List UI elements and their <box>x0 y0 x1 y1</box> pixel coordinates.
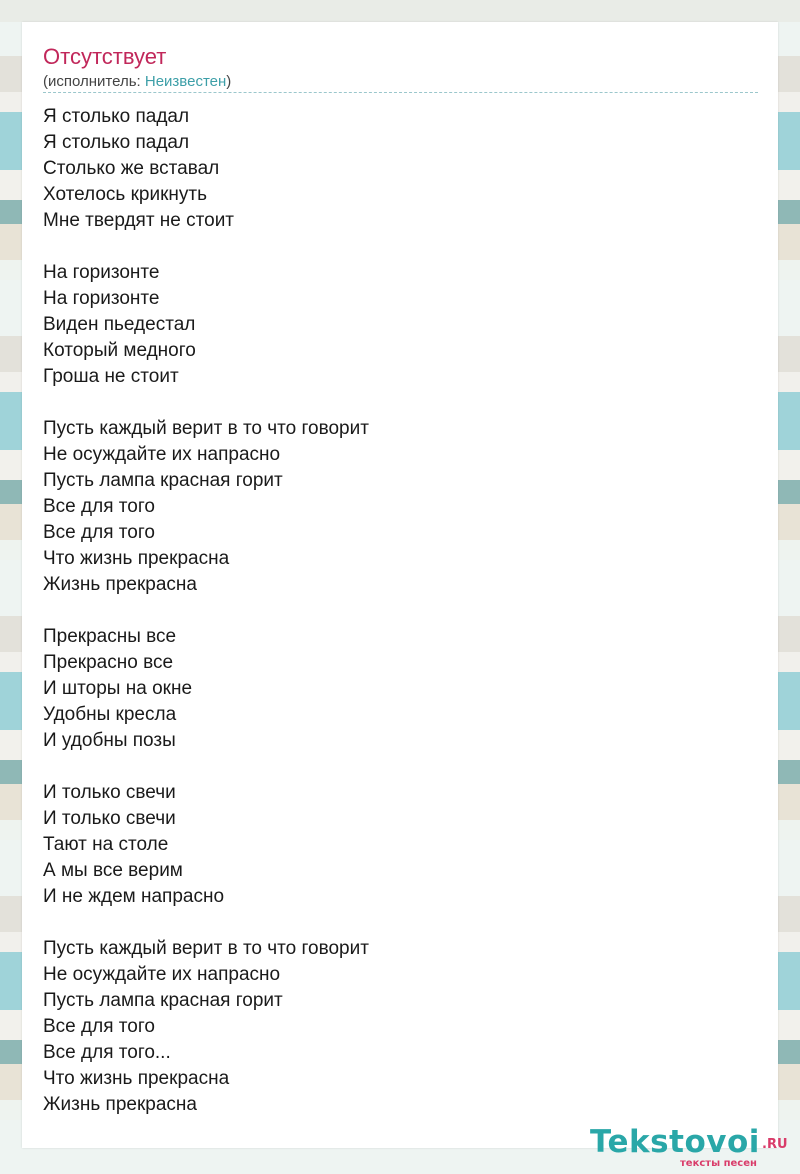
lyric-line: Жизнь прекрасна <box>43 1094 197 1115</box>
artist-link[interactable]: Неизвестен <box>144 73 227 90</box>
lyric-line: Все для того <box>43 522 155 543</box>
lyric-line: Виден пьедестал <box>43 314 196 335</box>
lyric-line: Я столько падал <box>43 132 190 153</box>
lyric-line: Хотелось крикнуть <box>43 184 207 205</box>
lyric-line: Я столько падал <box>43 106 190 127</box>
lyric-line: Не осуждайте их напрасно <box>43 444 281 465</box>
site-logo[interactable] <box>590 1122 795 1174</box>
lyric-line: Все для того <box>43 496 155 517</box>
lyric-line: Все для того... <box>43 1042 171 1063</box>
logo-domain: .RU <box>762 1137 788 1152</box>
lyric-line: Пусть лампа красная горит <box>43 470 283 491</box>
lyric-line: Прекрасны все <box>43 626 177 647</box>
song-title: Отсутствует <box>43 44 167 69</box>
stanza-gap <box>43 234 743 260</box>
logo-tagline: тексты песен <box>680 1158 757 1169</box>
lyric-line: На горизонте <box>43 262 160 283</box>
stanza-gap <box>43 598 743 624</box>
header-divider <box>43 92 758 93</box>
lyric-line: А мы все верим <box>43 860 183 881</box>
lyric-line: Тают на столе <box>43 834 169 855</box>
lyric-line: И только свечи <box>43 782 176 803</box>
lyric-line: Столько же вставал <box>43 158 220 179</box>
lyric-line: Пусть каждый верит в то что говорит <box>43 938 369 959</box>
lyric-line: Что жизнь прекрасна <box>43 548 230 569</box>
stanza-gap <box>43 754 743 780</box>
performer-suffix: ) <box>226 73 232 90</box>
lyric-line: Удобны кресла <box>43 704 177 725</box>
lyric-line: Что жизнь прекрасна <box>43 1068 230 1089</box>
lyric-line: Прекрасно все <box>43 652 174 673</box>
background-stripe <box>0 0 800 22</box>
lyric-line: Гроша не стоит <box>43 366 179 387</box>
lyric-line: На горизонте <box>43 288 160 309</box>
lyric-line: Жизнь прекрасна <box>43 574 197 595</box>
lyrics-text <box>43 104 743 1118</box>
lyrics-card <box>22 22 788 1169</box>
logo-wordmark: Tekstovoi <box>590 1124 760 1160</box>
lyric-line: Пусть лампа красная горит <box>43 990 283 1011</box>
lyric-line: Все для того <box>43 1016 155 1037</box>
lyric-line: Мне твердят не стоит <box>43 210 235 231</box>
performer-line <box>43 73 231 91</box>
performer-prefix: (исполнитель: <box>43 73 145 90</box>
stanza-gap <box>43 390 743 416</box>
lyric-line: И удобны позы <box>43 730 176 751</box>
lyric-line: И только свечи <box>43 808 176 829</box>
lyric-line: И не ждем напрасно <box>43 886 225 907</box>
lyric-line: Не осуждайте их напрасно <box>43 964 281 985</box>
stanza-gap <box>43 910 743 936</box>
lyric-line: И шторы на окне <box>43 678 193 699</box>
lyric-line: Пусть каждый верит в то что говорит <box>43 418 369 439</box>
lyric-line: Который медного <box>43 340 196 361</box>
